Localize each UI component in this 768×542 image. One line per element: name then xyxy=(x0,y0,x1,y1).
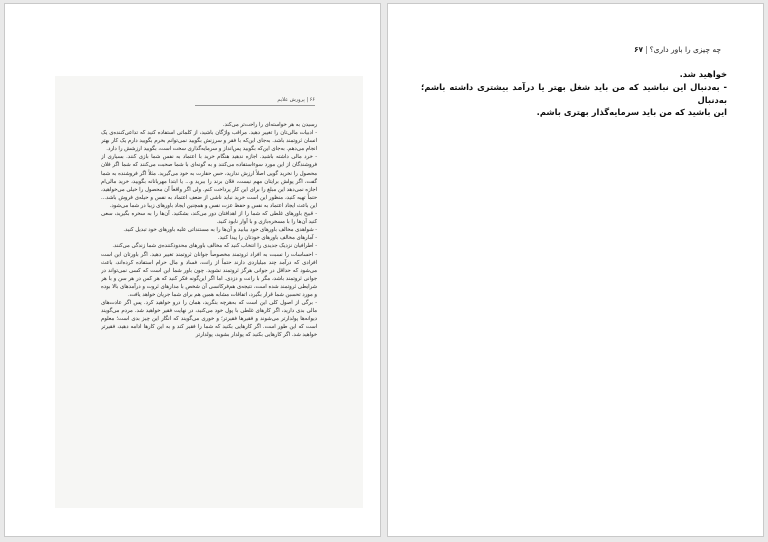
scanned-page-title: ۶۶ | پرورش علایم xyxy=(277,97,315,103)
scan-paragraph: - ادبیات مالی‌تان را تغییر دهید. مراقب واژگان باشید، از کلماتی استفاده کنید که تداعی‌کننده‌ی یک انسان ثروتمند باشد. به‌جای این‌که با فقر و سرزنش بگویید نمی‌توانم بخرم بگویید دارم یک کار بهتر انجام می‌دهم. به‌جای این‌که بگویید پس‌انداز و سرمایه‌گذاری سخت است، بگویید ارزشش را دارد. xyxy=(101,130,317,153)
left-page xyxy=(4,3,381,537)
scan-paragraph: - احساسات را نسبت به افراد ثروتمند مخصوصاً جوانان ثروتمند تغییر دهید. اگر باورتان این است افرادی که درآمد چند میلیاردی دارند حتماً از رانت، فساد و مال حرام استفاده کرده‌اند، باعث می‌شود که حداقل در جوانی هرگز ثروتمند نشوید. چون باور شما این است که کسی نمی‌تواند در جوانی ثروتمند باشد، مگر با رانت و دزدی. اما اگر این‌گونه فکر کنید که هر کس در هر سن و با هر شرایطی ثروتمند شده است، نتیجه‌ی هم‌فرکانسی آن شخص با مدارهای ثروت و درآمدهای بالا بوده و مورد تحسین شما قرار بگیرد، اتفاقات مشابه همین هم برای شما جریان خواهد یافت. xyxy=(101,251,317,298)
page-number: ۶۷ xyxy=(633,45,644,54)
running-head xyxy=(634,45,721,54)
scan-paragraph: - خرد مالی داشته باشید. اجازه ندهید هنگام خرید با اعتماد به نفس شما بازی کنند. بسیاری از فروشندگان از این مورد سوءاستفاده می‌کنند و به گونه‌ای با شما صحبت می‌کنند که شما اگر فلان محصول را نخرید گویی اصلاً ارزش ندارید، حس حقارت به خود می‌گیرید. مثلاً اگر فروشنده به شما گفت، اگر پولش برایتان مهم نیست، فلان برند را ببرید و... یا ابتدا مهربانانه بگویید، خرید مالی‌ام اجازه نمی‌دهد این مبلغ را برای این کار پرداخت کنم. ولی اگر واقعاً آن محصول را خیلی می‌خواهید، حتماً تهیه کنید، منظور این است خرید نباید ناشی از ضعف اعتماد به نفس و حیله‌ی فروش باشد... این باعث ایجاد اعتماد به نفس و حفظ عزت نفس و همچنین ایجاد باورهای زیبا در شما می‌شود. xyxy=(101,154,317,209)
running-head-separator: | xyxy=(645,45,648,54)
right-page xyxy=(387,3,764,537)
scanned-page-body xyxy=(101,121,317,488)
scanned-page-image xyxy=(55,76,363,508)
right-page-content xyxy=(388,4,763,536)
scan-paragraph: - قبیح باورهای غلطی که شما را از اهدافتان دور می‌کند، بشکنید. آن‌ها را به سخره بگیرید، سعی کنید آن‌ها را با مسخره‌بازی و با آوار نابود کنید. xyxy=(101,211,317,226)
scan-paragraph: - شواهدی مخالف باورهای خود بیابید و آن‌ها را به مستنداتی علیه باورهای خود تبدیل کنید. xyxy=(123,227,317,234)
scan-paragraph: رسیدن به هر خواسته‌ای را راحت‌تر می‌کند. xyxy=(222,122,317,128)
right-page-body xyxy=(421,68,727,119)
scanned-page-header xyxy=(55,76,363,106)
header-rule xyxy=(195,105,315,106)
scan-paragraph: - اطرافیان نزدیک جدیدی را انتخاب کنید که مخالف باورهای محدودکننده‌ی شما زندگی می‌کنند. xyxy=(112,243,317,250)
scan-paragraph: - برگی از اصول کلی این است که به‌هرچه بنگرید، همان را درو خواهید کرد. پس اگر عادت‌های مالی بدی دارید، اگر کارهای غلطی با پول خود می‌کنید، در نهایت فقیر خواهید شد. مردم می‌گویند دیوانه‌ها پولدارتر می‌شوند و فقیرها فقیرتر؛ و خوری می‌گویند که انگار این چیز بدی است؛ معلوم است که این طور است. اگر کارهایی بکنید که شما را فقیر کند و به این کارها ادامه دهید، فقیرتر خواهید شد. اگر کارهایی بکنید که پولدار بشوید، پولدارتر xyxy=(101,300,317,339)
running-head-title: چه چیزی را باور داری؟ xyxy=(649,45,721,54)
scan-paragraph: - آمارهای مخالف باورهای خودتان را پیدا کنید. xyxy=(217,235,317,242)
body-line: - به‌دنبال این نباشید که من باید شغل بهتر یا درآمد بیشتری داشته باشم؛ به‌دنبال xyxy=(421,81,727,105)
body-line: این باشید که من باید سرمایه‌گذار بهتری باشم. xyxy=(536,107,727,118)
body-line: خواهید شد. xyxy=(679,69,727,79)
